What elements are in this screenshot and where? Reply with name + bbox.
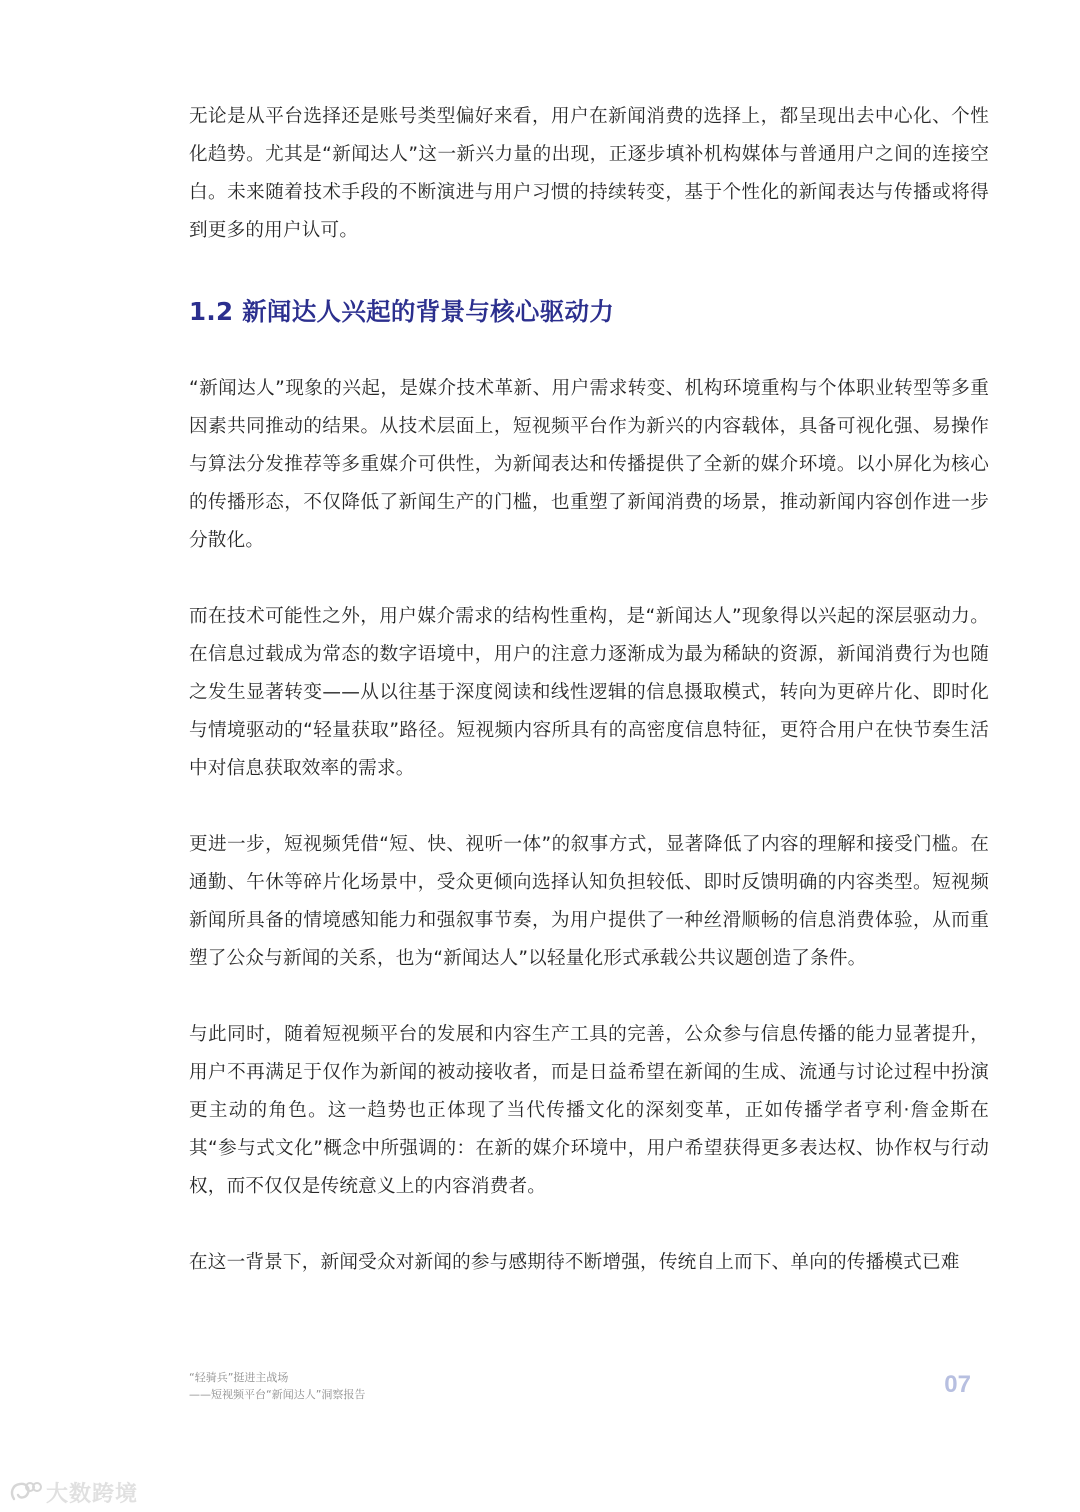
body-paragraph-2: 而在技术可能性之外，用户媒介需求的结构性重构，是“新闻达人”现象得以兴起的深层驱动力。在信息过载成为常态的数字语境中，用户的注意力逐渐成为最为稀缺的资源，新闻消费行为也随之发生显著转变——从以往基于深度阅读和线性逻辑的信息摄取模式，转向为更碎片化、即时化与情境驱动的“轻量获取”路径。短视频内容所具有的高密度信息特征，更符合用户在快节奏生活中对信息获取效率的需求。 — [189, 606, 989, 779]
spacer — [189, 560, 989, 598]
intro-paragraph: 无论是从平台选择还是账号类型偏好来看，用户在新闻消费的选择上，都呈现出去中心化、个性化趋势。尤其是“新闻达人”这一新兴力量的出现，正逐步填补机构媒体与普通用户之间的连接空白。未来随着技术手段的不断演进与用户习惯的持续转变，基于个性化的新闻表达与传播或将得到更多的用户认可。 — [189, 106, 989, 241]
page-content — [189, 98, 989, 1282]
spacer — [189, 250, 989, 297]
body-paragraph-1: “新闻达人”现象的兴起，是媒介技术革新、用户需求转变、机构环境重构与个体职业转型等多重因素共同推动的结果。从技术层面上，短视频平台作为新兴的内容载体，具备可视化强、易操作与算法分发推荐等多重媒介可供性，为新闻表达和传播提供了全新的媒介环境。以小屏化为核心的传播形态，不仅降低了新闻生产的门槛，也重塑了新闻消费的场景，推动新闻内容创作进一步分散化。 — [189, 378, 989, 551]
page-number: 07 — [944, 1371, 971, 1398]
watermark-text: 大数跨境 — [46, 1481, 139, 1507]
spacer — [189, 1206, 989, 1244]
footer-report-subtitle: ——短视频平台“新闻达人”洞察报告 — [189, 1388, 366, 1401]
body-paragraph-3: 更进一步，短视频凭借“短、快、视听一体”的叙事方式，显著降低了内容的理解和接受门槛。在通勤、午休等碎片化场景中，受众更倾向选择认知负担较低、即时反馈明确的内容类型。短视频新闻所具备的情境感知能力和强叙事节奏，为用户提供了一种丝滑顺畅的信息消费体验，从而重塑了公众与新闻的关系，也为“新闻达人”以轻量化形式承载公共议题创造了条件。 — [189, 834, 989, 969]
footer-report-title: “轻骑兵”挺进主战场 — [189, 1371, 289, 1384]
spacer — [189, 788, 989, 826]
spacer — [189, 327, 989, 370]
watermark-logo-icon — [8, 1479, 42, 1505]
body-paragraph-5: 在这一背景下，新闻受众对新闻的参与感期待不断增强，传统自上而下、单向的传播模式已难 — [189, 1252, 960, 1273]
page-footer — [189, 1369, 979, 1409]
watermark — [8, 1476, 138, 1508]
body-paragraph-4: 与此同时，随着短视频平台的发展和内容生产工具的完善，公众参与信息传播的能力显著提升，用户不再满足于仅作为新闻的被动接收者，而是日益希望在新闻的生成、流通与讨论过程中扮演更主动的角色。这一趋势也正体现了当代传播文化的深刻变革，正如传播学者亨利·詹金斯在其“参与式文化”概念中所强调的：在新的媒介环境中，用户希望获得更多表达权、协作权与行动权，而不仅仅是传统意义上的内容消费者。 — [189, 1024, 989, 1197]
spacer — [189, 978, 989, 1016]
section-heading: 1.2 新闻达人兴起的背景与核心驱动力 — [189, 297, 615, 326]
